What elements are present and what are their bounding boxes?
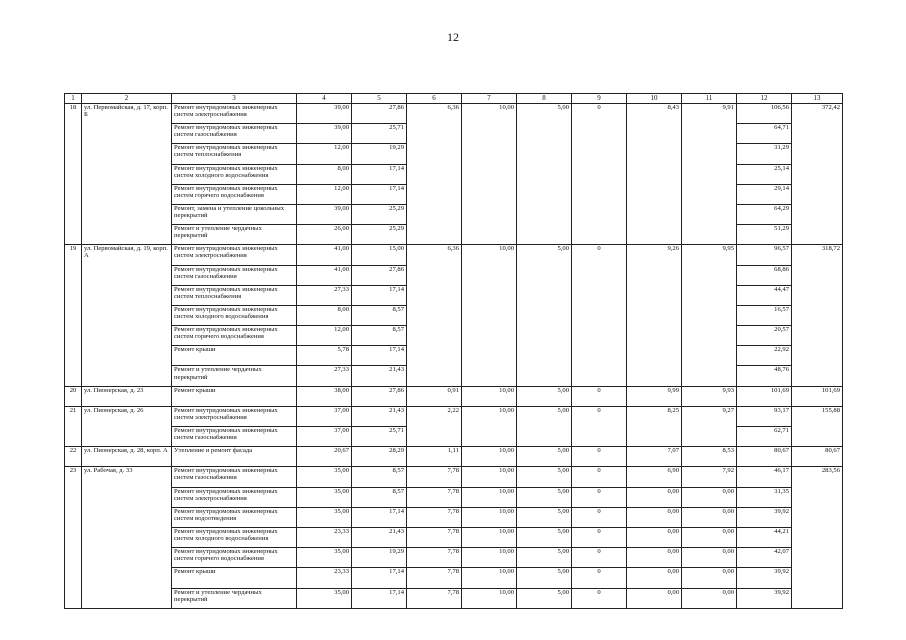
- value-cell-6: 1,11: [407, 447, 462, 467]
- table-row: [65, 487, 843, 507]
- value-cell-12: 31,29: [737, 144, 792, 164]
- value-cell-9: 0: [572, 527, 627, 547]
- value-cell-9: 0: [572, 104, 627, 245]
- value-cell-5: 21,43: [352, 527, 407, 547]
- value-cell-4: 35,00: [297, 588, 352, 608]
- row-number: 21: [65, 406, 82, 446]
- col-header: 10: [627, 94, 682, 104]
- total-cell: 155,88: [792, 406, 843, 446]
- value-cell-7: 10,00: [462, 386, 517, 406]
- value-cell-5: 25,29: [352, 204, 407, 224]
- value-cell-11: 9,93: [682, 386, 737, 406]
- value-cell-7: 10,00: [462, 548, 517, 568]
- value-cell-5: 28,29: [352, 447, 407, 467]
- total-cell: 318,72: [792, 245, 843, 386]
- value-cell-6: 6,36: [407, 245, 462, 386]
- value-cell-12: 44,21: [737, 527, 792, 547]
- value-cell-9: 0: [572, 406, 627, 446]
- col-header: 6: [407, 94, 462, 104]
- value-cell-12: 25,14: [737, 164, 792, 184]
- value-cell-7: 10,00: [462, 447, 517, 467]
- work-type-cell: Ремонт и утепление чердачных перекрытий: [172, 588, 297, 608]
- work-type-cell: Ремонт внутридомовых инженерных систем горячего водоснабжения: [172, 184, 297, 204]
- table-row: [65, 447, 843, 467]
- value-cell-4: 12,00: [297, 144, 352, 164]
- value-cell-4: 39,00: [297, 104, 352, 124]
- value-cell-10: 0,00: [627, 588, 682, 608]
- value-cell-6: 7,78: [407, 568, 462, 588]
- value-cell-12: 22,92: [737, 346, 792, 366]
- col-header: 4: [297, 94, 352, 104]
- address-cell: ул. Рабочая, д. 33: [82, 467, 172, 608]
- value-cell-8: 5,00: [517, 588, 572, 608]
- value-cell-4: 27,33: [297, 285, 352, 305]
- address-cell: ул. Пионерская, д. 26: [82, 406, 172, 446]
- value-cell-7: 10,00: [462, 467, 517, 487]
- value-cell-5: 27,86: [352, 104, 407, 124]
- value-cell-5: 17,14: [352, 184, 407, 204]
- value-cell-10: 7,07: [627, 447, 682, 467]
- value-cell-10: 0,00: [627, 568, 682, 588]
- work-type-cell: Ремонт внутридомовых инженерных систем газоснабжения: [172, 467, 297, 487]
- col-header: 3: [172, 94, 297, 104]
- value-cell-5: 8,57: [352, 305, 407, 325]
- work-type-cell: Ремонт крыши: [172, 386, 297, 406]
- value-cell-12: 46,17: [737, 467, 792, 487]
- value-cell-5: 21,43: [352, 366, 407, 386]
- table-row: [65, 527, 843, 547]
- value-cell-8: 5,00: [517, 548, 572, 568]
- value-cell-11: 8,53: [682, 447, 737, 467]
- value-cell-11: 0,00: [682, 527, 737, 547]
- table-row: [65, 245, 843, 265]
- work-type-cell: Ремонт внутридомовых инженерных систем электроснабжения: [172, 406, 297, 426]
- row-number: 19: [65, 245, 82, 386]
- address-cell: ул. Первомайская, д. 17, корп. Б: [82, 104, 172, 245]
- total-cell: 372,42: [792, 104, 843, 245]
- value-cell-12: 39,92: [737, 568, 792, 588]
- col-header: 1: [65, 94, 82, 104]
- row-number: 18: [65, 104, 82, 245]
- value-cell-4: 23,33: [297, 527, 352, 547]
- work-type-cell: Утепление и ремонт фасада: [172, 447, 297, 467]
- repair-register-table: [64, 93, 843, 609]
- page-number: 12: [447, 30, 459, 44]
- value-cell-6: 7,78: [407, 548, 462, 568]
- value-cell-6: 7,78: [407, 507, 462, 527]
- work-type-cell: Ремонт внутридомовых инженерных систем холодного водоснабжения: [172, 164, 297, 184]
- work-type-cell: Ремонт, замена и утепление цокольных перекрытий: [172, 204, 297, 224]
- value-cell-5: 17,14: [352, 346, 407, 366]
- value-cell-11: 9,91: [682, 104, 737, 245]
- address-cell: ул. Пионерская, д. 28, корп. А: [82, 447, 172, 467]
- table-row: [65, 568, 843, 588]
- value-cell-4: 27,33: [297, 366, 352, 386]
- value-cell-11: 7,92: [682, 467, 737, 487]
- value-cell-4: 12,00: [297, 326, 352, 346]
- value-cell-6: 6,36: [407, 104, 462, 245]
- value-cell-10: 8,25: [627, 406, 682, 446]
- value-cell-8: 5,00: [517, 386, 572, 406]
- value-cell-4: 39,00: [297, 204, 352, 224]
- value-cell-8: 5,00: [517, 406, 572, 446]
- row-number: 20: [65, 386, 82, 406]
- value-cell-12: 16,57: [737, 305, 792, 325]
- value-cell-4: 35,00: [297, 467, 352, 487]
- value-cell-4: 41,00: [297, 265, 352, 285]
- value-cell-12: 106,56: [737, 104, 792, 124]
- value-cell-5: 25,29: [352, 225, 407, 245]
- address-cell: ул. Пионерская, д. 23: [82, 386, 172, 406]
- table-row: [65, 507, 843, 527]
- value-cell-7: 10,00: [462, 487, 517, 507]
- value-cell-12: 39,92: [737, 507, 792, 527]
- value-cell-12: 42,07: [737, 548, 792, 568]
- value-cell-7: 10,00: [462, 507, 517, 527]
- row-number: 22: [65, 447, 82, 467]
- total-cell: 80,67: [792, 447, 843, 467]
- value-cell-6: 7,78: [407, 487, 462, 507]
- value-cell-8: 5,00: [517, 487, 572, 507]
- value-cell-9: 0: [572, 548, 627, 568]
- value-cell-5: 8,57: [352, 467, 407, 487]
- value-cell-10: 9,26: [627, 245, 682, 386]
- work-type-cell: Ремонт внутридомовых инженерных систем газоснабжения: [172, 265, 297, 285]
- value-cell-5: 8,57: [352, 487, 407, 507]
- value-cell-7: 10,00: [462, 527, 517, 547]
- work-type-cell: Ремонт внутридомовых инженерных систем холодного водоснабжения: [172, 305, 297, 325]
- value-cell-10: 8,43: [627, 104, 682, 245]
- value-cell-7: 10,00: [462, 406, 517, 446]
- value-cell-10: 0,00: [627, 487, 682, 507]
- value-cell-9: 0: [572, 447, 627, 467]
- total-cell: 101,69: [792, 386, 843, 406]
- work-type-cell: Ремонт и утепление чердачных перекрытий: [172, 366, 297, 386]
- value-cell-11: 0,00: [682, 548, 737, 568]
- value-cell-5: 17,14: [352, 507, 407, 527]
- value-cell-9: 0: [572, 386, 627, 406]
- value-cell-12: 48,76: [737, 366, 792, 386]
- value-cell-4: 35,00: [297, 548, 352, 568]
- work-type-cell: Ремонт внутридомовых инженерных систем холодного водоснабжения: [172, 527, 297, 547]
- value-cell-8: 5,00: [517, 447, 572, 467]
- value-cell-8: 5,00: [517, 467, 572, 487]
- value-cell-8: 5,00: [517, 527, 572, 547]
- value-cell-12: 20,57: [737, 326, 792, 346]
- table-row: [65, 588, 843, 608]
- value-cell-5: 21,43: [352, 406, 407, 426]
- value-cell-10: 6,90: [627, 467, 682, 487]
- value-cell-12: 51,29: [737, 225, 792, 245]
- value-cell-12: 64,71: [737, 124, 792, 144]
- total-cell: 283,56: [792, 467, 843, 608]
- value-cell-4: 38,00: [297, 386, 352, 406]
- value-cell-7: 10,00: [462, 568, 517, 588]
- work-type-cell: Ремонт внутридомовых инженерных систем газоснабжения: [172, 427, 297, 447]
- value-cell-5: 17,14: [352, 588, 407, 608]
- value-cell-8: 5,00: [517, 104, 572, 245]
- value-cell-4: 37,00: [297, 427, 352, 447]
- value-cell-5: 15,00: [352, 245, 407, 265]
- value-cell-4: 41,00: [297, 245, 352, 265]
- header-row: [65, 94, 843, 104]
- value-cell-7: 10,00: [462, 104, 517, 245]
- value-cell-5: 19,29: [352, 548, 407, 568]
- table-row: [65, 548, 843, 568]
- address-cell: ул. Первомайская, д. 19, корп. А: [82, 245, 172, 386]
- value-cell-6: 2,22: [407, 406, 462, 446]
- value-cell-9: 0: [572, 245, 627, 386]
- value-cell-5: 25,71: [352, 427, 407, 447]
- table-row: [65, 467, 843, 487]
- col-header: 13: [792, 94, 843, 104]
- work-type-cell: Ремонт внутридомовых инженерных систем теплоснабжения: [172, 144, 297, 164]
- value-cell-12: 101,69: [737, 386, 792, 406]
- work-type-cell: Ремонт внутридомовых инженерных систем газоснабжения: [172, 124, 297, 144]
- value-cell-7: 10,00: [462, 245, 517, 386]
- value-cell-12: 29,14: [737, 184, 792, 204]
- value-cell-4: 39,00: [297, 124, 352, 144]
- value-cell-5: 17,14: [352, 568, 407, 588]
- value-cell-10: 0,00: [627, 507, 682, 527]
- value-cell-10: 9,99: [627, 386, 682, 406]
- value-cell-5: 19,29: [352, 144, 407, 164]
- work-type-cell: Ремонт внутридомовых инженерных систем горячего водоснабжения: [172, 326, 297, 346]
- value-cell-11: 0,00: [682, 507, 737, 527]
- value-cell-12: 93,17: [737, 406, 792, 426]
- value-cell-10: 0,00: [627, 548, 682, 568]
- value-cell-4: 8,00: [297, 164, 352, 184]
- table-row: [65, 104, 843, 124]
- value-cell-9: 0: [572, 467, 627, 487]
- value-cell-4: 8,00: [297, 305, 352, 325]
- value-cell-4: 35,00: [297, 487, 352, 507]
- value-cell-6: 7,78: [407, 467, 462, 487]
- work-type-cell: Ремонт внутридомовых инженерных систем электроснабжения: [172, 245, 297, 265]
- col-header: 12: [737, 94, 792, 104]
- value-cell-5: 25,71: [352, 124, 407, 144]
- col-header: 11: [682, 94, 737, 104]
- value-cell-4: 35,00: [297, 507, 352, 527]
- work-type-cell: Ремонт внутридомовых инженерных систем электроснабжения: [172, 487, 297, 507]
- value-cell-6: 7,78: [407, 588, 462, 608]
- table-body: [65, 104, 843, 609]
- value-cell-4: 5,78: [297, 346, 352, 366]
- col-header: 9: [572, 94, 627, 104]
- row-number: 23: [65, 467, 82, 608]
- work-type-cell: Ремонт крыши: [172, 346, 297, 366]
- value-cell-11: 9,95: [682, 245, 737, 386]
- value-cell-8: 5,00: [517, 245, 572, 386]
- table-row: [65, 406, 843, 426]
- value-cell-11: 0,00: [682, 588, 737, 608]
- value-cell-4: 20,67: [297, 447, 352, 467]
- value-cell-11: 9,27: [682, 406, 737, 446]
- value-cell-11: 0,00: [682, 487, 737, 507]
- work-type-cell: Ремонт внутридомовых инженерных систем водоотведения: [172, 507, 297, 527]
- value-cell-9: 0: [572, 568, 627, 588]
- work-type-cell: Ремонт и утепление чердачных перекрытий: [172, 225, 297, 245]
- col-header: 2: [82, 94, 172, 104]
- value-cell-12: 31,35: [737, 487, 792, 507]
- value-cell-5: 27,86: [352, 386, 407, 406]
- value-cell-12: 80,67: [737, 447, 792, 467]
- value-cell-12: 96,57: [737, 245, 792, 265]
- value-cell-5: 8,57: [352, 326, 407, 346]
- col-header: 5: [352, 94, 407, 104]
- value-cell-12: 62,71: [737, 427, 792, 447]
- value-cell-11: 0,00: [682, 568, 737, 588]
- value-cell-4: 26,00: [297, 225, 352, 245]
- value-cell-6: 7,78: [407, 527, 462, 547]
- table-row: [65, 386, 843, 406]
- value-cell-12: 68,86: [737, 265, 792, 285]
- work-type-cell: Ремонт внутридомовых инженерных систем электроснабжения: [172, 104, 297, 124]
- value-cell-12: 44,47: [737, 285, 792, 305]
- col-header: 8: [517, 94, 572, 104]
- value-cell-9: 0: [572, 487, 627, 507]
- value-cell-12: 64,29: [737, 204, 792, 224]
- col-header: 7: [462, 94, 517, 104]
- value-cell-5: 17,14: [352, 285, 407, 305]
- value-cell-4: 37,00: [297, 406, 352, 426]
- value-cell-7: 10,00: [462, 588, 517, 608]
- value-cell-6: 0,91: [407, 386, 462, 406]
- value-cell-4: 12,00: [297, 184, 352, 204]
- value-cell-12: 39,92: [737, 588, 792, 608]
- work-type-cell: Ремонт внутридомовых инженерных систем теплоснабжения: [172, 285, 297, 305]
- value-cell-9: 0: [572, 507, 627, 527]
- value-cell-8: 5,00: [517, 507, 572, 527]
- value-cell-8: 5,00: [517, 568, 572, 588]
- work-type-cell: Ремонт крыши: [172, 568, 297, 588]
- value-cell-9: 0: [572, 588, 627, 608]
- value-cell-5: 17,14: [352, 164, 407, 184]
- value-cell-5: 27,86: [352, 265, 407, 285]
- value-cell-10: 0,00: [627, 527, 682, 547]
- work-type-cell: Ремонт внутридомовых инженерных систем горячего водоснабжения: [172, 548, 297, 568]
- value-cell-4: 23,33: [297, 568, 352, 588]
